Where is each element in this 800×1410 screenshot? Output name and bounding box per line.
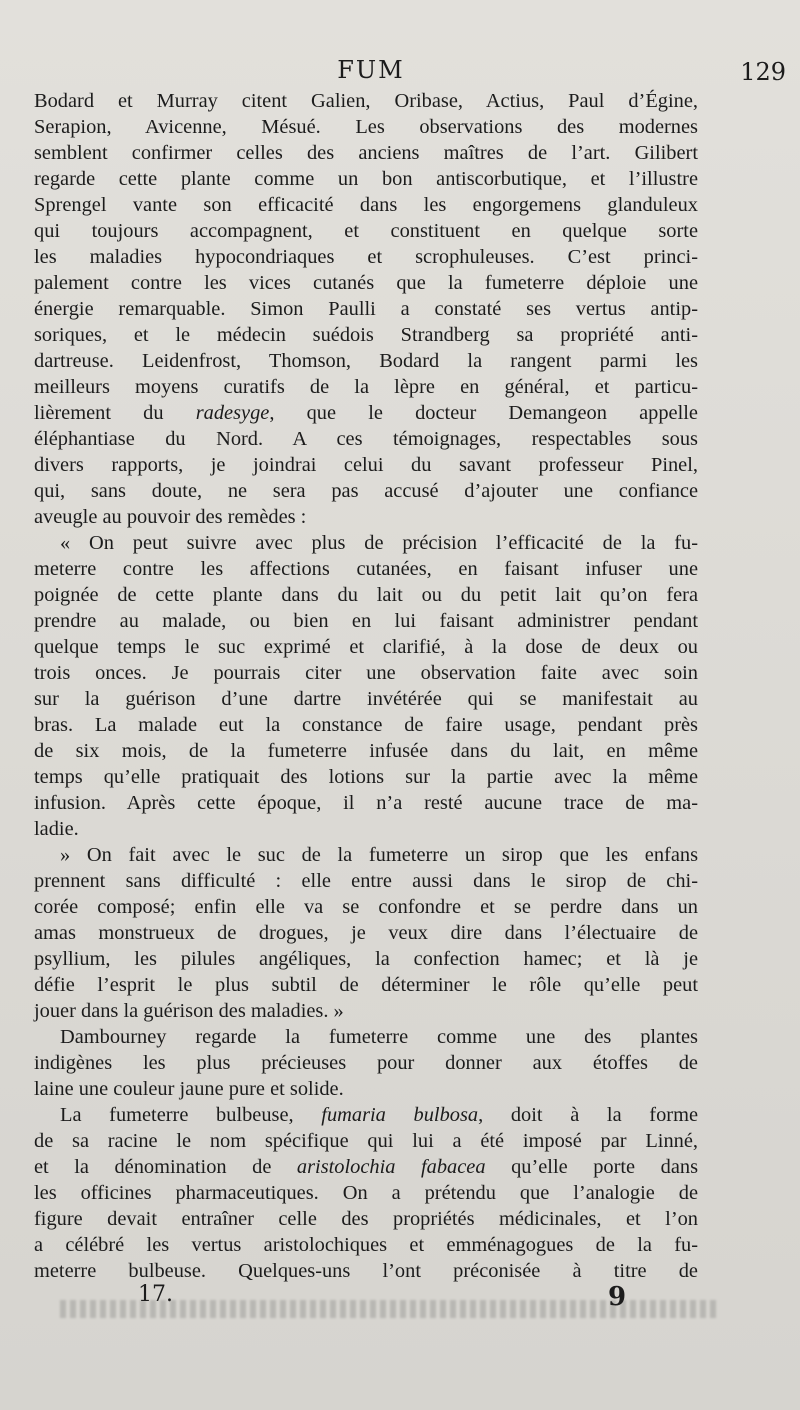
text-line: de sa racine le nom spécifique qui lui a été imposé par Linné, (34, 1130, 698, 1152)
line-text: , que le docteur Demangeon appelle (269, 402, 698, 424)
text-line (34, 1154, 698, 1180)
text-line: prennent sans difficulté : elle entre aussi dans le sirop de chi- (34, 870, 698, 892)
text-line: corée composé; enfin elle va se confondre et se perdre dans un (34, 896, 698, 918)
text-line: a célébré les vertus aristolochiques et emménagogues de la fu- (34, 1234, 698, 1256)
text-line: laine une couleur jaune pure et solide. (34, 1078, 344, 1100)
text-line: infusion. Après cette époque, il n’a resté aucune trace de ma- (34, 792, 698, 814)
text-line: semblent confirmer celles des anciens maîtres de l’art. Gilibert (34, 142, 698, 164)
text-line: Serapion, Avicenne, Mésué. Les observations des modernes (34, 116, 698, 138)
text-line: aveugle au pouvoir des remèdes : (34, 506, 307, 528)
text-line: meilleurs moyens curatifs de la lèpre en général, et particu- (34, 376, 698, 398)
text-line: jouer dans la guérison des maladies. » (34, 1000, 344, 1022)
text-line: énergie remarquable. Simon Paulli a constaté ses vertus antip- (34, 298, 698, 320)
italic-term: aristolochia fabacea (296, 1156, 486, 1178)
line-text: lièrement du (34, 402, 196, 424)
text-line: figure devait entraîner celle des propriétés médicinales, et l’on (34, 1208, 698, 1230)
line-text: qu’elle porte dans (485, 1156, 699, 1178)
text-line: « On peut suivre avec plus de précision l’efficacité de la fu- (60, 532, 698, 554)
text-line (34, 400, 698, 426)
text-line: les maladies hypocondriaques et scrophuleuses. C’est princi- (34, 246, 698, 268)
text-line: les officines pharmaceutiques. On a prétendu que l’analogie de (34, 1182, 698, 1204)
text-line: éléphantiase du Nord. A ces témoignages, respectables sous (34, 428, 698, 450)
line-text: et la dénomination de (34, 1156, 297, 1178)
text-line: divers rapports, je joindrai celui du savant professeur Pinel, (34, 454, 698, 476)
italic-term: radesyge (195, 402, 270, 424)
signature-mark: 17. (138, 1282, 173, 1307)
text-line: sur la guérison d’une dartre invétérée qui se manifestait au (34, 688, 698, 710)
line-text: La fumeterre bulbeuse, (60, 1104, 322, 1126)
text-line: temps qu’elle pratiquait des lotions sur la partie avec la même (34, 766, 698, 788)
text-line: dartreuse. Leidenfrost, Thomson, Bodard la rangent parmi les (34, 350, 698, 372)
text-line: » On fait avec le suc de la fumeterre un sirop que les enfans (60, 844, 698, 866)
text-line: qui toujours accompagnent, et constituent en quelque sorte (34, 220, 698, 242)
line-text: , doit à la forme (478, 1104, 698, 1126)
page-footer (34, 1282, 698, 1312)
text-line: défie l’esprit le plus subtil de déterminer le rôle qu’elle peut (34, 974, 698, 996)
text-line: soriques, et le médecin suédois Strandberg sa propriété anti- (34, 324, 698, 346)
text-line: ladie. (34, 818, 79, 840)
text-line (34, 1102, 698, 1128)
text-line: Dambourney regarde la fumeterre comme une des plantes (60, 1026, 698, 1048)
text-line: palement contre les vices cutanés que la fumeterre déploie une (34, 272, 698, 294)
text-line: psyllium, les pilules angéliques, la confection hamec; et là je (34, 948, 698, 970)
text-line: Sprengel vante son efficacité dans les engorgemens glanduleux (34, 194, 698, 216)
text-line: Bodard et Murray citent Galien, Oribase, Actius, Paul d’Égine, (34, 90, 698, 112)
text-line: amas monstrueux de drogues, je veux dire dans l’électuaire de (34, 922, 698, 944)
italic-term: fumaria bulbosa (321, 1104, 479, 1126)
running-head: FUM (337, 56, 405, 84)
text-line: bras. La malade eut la constance de faire usage, pendant près (34, 714, 698, 736)
text-line: poignée de cette plante dans du lait ou du petit lait qu’on fera (34, 584, 698, 606)
text-line: indigènes les plus précieuses pour donner aux étoffes de (34, 1052, 698, 1074)
text-line: prendre au malade, ou bien en lui faisant administrer pendant (34, 610, 698, 632)
sheet-number: 9 (608, 1282, 627, 1312)
text-line: trois onces. Je pourrais citer une observation faite avec soin (34, 662, 698, 684)
page-header (34, 56, 786, 92)
text-line: regarde cette plante comme un bon antiscorbutique, et l’illustre (34, 168, 698, 190)
page-number: 129 (740, 58, 786, 86)
text-line: meterre contre les affections cutanées, en faisant infuser une (34, 558, 698, 580)
text-line: meterre bulbeuse. Quelques-uns l’ont préconisée à titre de (34, 1260, 698, 1282)
text-line: quelque temps le suc exprimé et clarifié, à la dose de deux ou (34, 636, 698, 658)
text-line: qui, sans doute, ne sera pas accusé d’ajouter une confiance (34, 480, 698, 502)
body-text (34, 88, 698, 1284)
text-line: de six mois, de la fumeterre infusée dans du lait, en même (34, 740, 698, 762)
